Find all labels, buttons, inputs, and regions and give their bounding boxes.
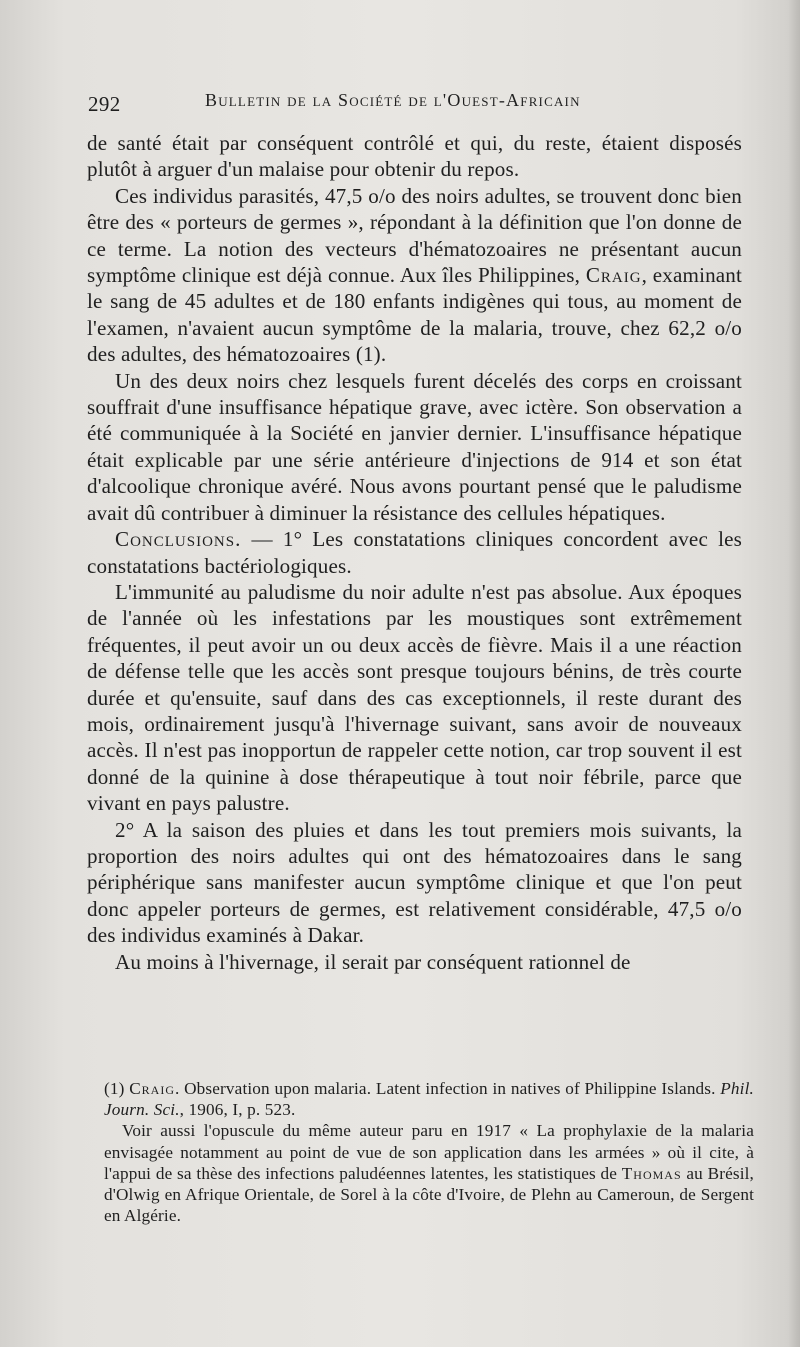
page-header	[88, 88, 758, 120]
paragraph-5-text: L'immunité au paludisme du noir adulte n'est pas absolue. Aux époques de l'année où les infestations par les moustiques sont extrêmement fréquentes, il peut avoir un ou deux accès de fièvre. Mais il a une réaction de défense telle que les accès sont presque toujours bénins, de très courte durée et qu'ensuite, sauf dans des cas exceptionnels, il reste durant des mois, ordinairement jusqu'à l'hivernage suivant, sans avoir de nouveaux accès. Il n'est pas inopportun de rappeler cette notion, car trop souvent il est donné de la quinine à dose thérapeutique à tout noir fébrile, parce que vivant en pays palustre.	[87, 579, 742, 816]
footnote-author-thomas: Thomas	[621, 1163, 682, 1183]
paragraph-3-text: Un des deux noirs chez lesquels furent décelés des corps en croissant souffrait d'une insuffisance hépatique grave, avec ictère. Son observation a été communiquée à la Société en janvier dernier. L'insuffisance hépatique était explicable par une série antérieure d'injections de 914 et son état d'alcoolique chronique avéré. Nous avons pourtant pensé que le paludisme avait dû contribuer à diminuer la résistance des cellules hépatiques.	[87, 368, 742, 525]
paragraph-immunity	[87, 579, 742, 817]
conclusions-label: Conclusions.	[115, 527, 242, 552]
main-text	[87, 130, 742, 975]
paragraph-carriers	[87, 183, 742, 368]
paragraph-1-text: de santé était par conséquent contrôlé et qui, du reste, étaient disposés plutôt à arguer d'un malaise pour obtenir du repos.	[87, 131, 742, 182]
footnote-2-text-b: au Brésil, d'Olwig en Afrique Orientale, de Sorel à la côte d'Ivoire, de Plehn au Cameroun, de Sergent en Algérie.	[104, 1163, 754, 1226]
paragraph-4-text: — 1° Les constatations cliniques concordent avec les constatations bactériologiques.	[87, 527, 742, 578]
footnotes	[104, 1078, 754, 1226]
journal-title: Phil. Journ. Sci.	[104, 1079, 754, 1120]
footnote-2-text-a: Voir aussi l'opuscule du même auteur paru en 1917 « La prophylaxie de la malaria envisagée notamment au point de vue de son application dans les armées » où il cite, à l'appui de sa thèse des infections paludéennes latentes, les statistiques de	[104, 1121, 754, 1183]
paragraph-hivernage	[87, 949, 742, 975]
footnote-text-a: . Observation upon malaria. Latent infection in natives of Philippine Islands.	[174, 1079, 721, 1098]
author-craig: Craig	[585, 263, 642, 288]
footnote-text-b: , 1906, I, p. 523.	[179, 1100, 296, 1120]
paragraph-continuation	[87, 130, 742, 183]
page-number: 292	[88, 92, 121, 116]
paragraph-conclusions	[87, 526, 742, 579]
footnote-2	[104, 1120, 754, 1226]
footnote-1	[104, 1078, 754, 1120]
paragraph-hepatic-case	[87, 368, 742, 526]
paragraph-2-after: , examinant le sang de 45 adultes et de 180 enfants indigènes qui tous, au moment de l'examen, n'avaient aucun symptôme de la malaria, trouve, chez 62,2 o/o des adultes, des hématozoaires (1).	[87, 263, 743, 367]
paragraph-rainy-season	[87, 817, 742, 949]
footnote-author-craig: Craig	[129, 1079, 175, 1098]
paragraph-7-text: Au moins à l'hivernage, il serait par conséquent rationnel de	[115, 949, 631, 974]
footnote-marker: (1)	[104, 1079, 130, 1098]
page-edge-shadow	[788, 0, 800, 1347]
running-head: Bulletin de la Société de l'Ouest-Africain	[205, 90, 581, 110]
paragraph-2-before: Ces individus parasités, 47,5 o/o des noirs adultes, se trouvent donc bien être des « porteurs de germes », répondant à la définition que l'on donne de ce terme. La notion des vecteurs d'hématozoaires ne présentant aucun symptôme clinique est déjà connue. Aux îles Philippines,	[87, 183, 742, 288]
paragraph-6-text: 2° A la saison des pluies et dans les tout premiers mois suivants, la proportion des noirs adultes qui ont des hématozoaires dans le sang périphérique sans manifester aucun symptôme clinique et que l'on peut donc appeler porteurs de germes, est relativement considérable, 47,5 o/o des individus examinés à Dakar.	[87, 817, 742, 948]
